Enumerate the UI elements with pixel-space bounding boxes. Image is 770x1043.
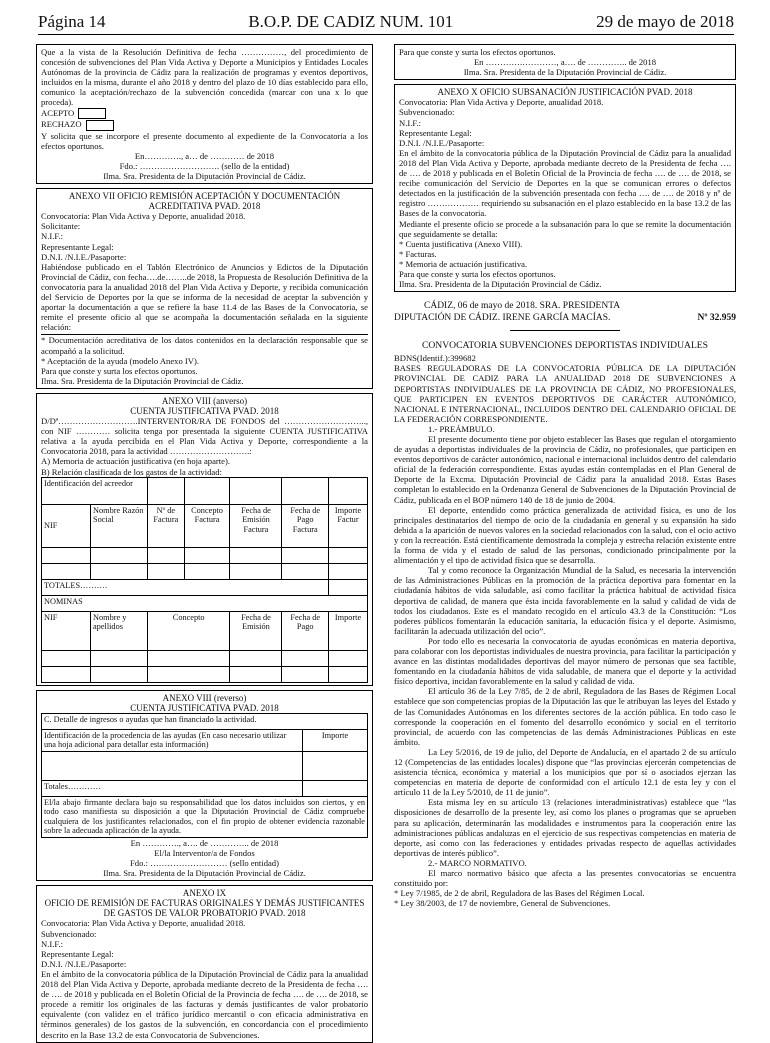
place-date: En…………., a… de ………… de 2018	[134, 150, 275, 161]
page-number: Página 14	[38, 12, 106, 31]
annex-9-continued-box	[394, 44, 736, 80]
signature-block	[394, 300, 736, 324]
annex-7-recipient: Ilma. Sra. Presidenta de la Diputación Provincial de Cádiz.	[41, 375, 244, 386]
announcement-number: Nº 32.959	[697, 313, 736, 324]
income-section-c: C. Detalle de ingresos o ayudas que han financiado la actividad.	[42, 713, 368, 729]
income-declaration: El/la abajo firmante declara bajo su responsabilidad que los datos incluidos son ciertos, y en todo caso manifiesta su disposición a que la Diputación Provincial de Cádiz compruebe cualquiera de los justificantes relacionados, con el fin propio de obtener evidencia razonable sobre la adecuada aplicación de la ayuda.	[42, 796, 368, 837]
annex-8-back-title: ANEXO VIII (reverso)	[162, 692, 247, 703]
annex-10-recipient: Ilma. Sra. Presidenta de la Diputación Provincial de Cádiz.	[399, 279, 602, 290]
annex-8-role: El/la Interventor/a de Fondos	[154, 847, 255, 858]
annex-10-line: Convocatoria: Plan Vida Activa y Deporte, anualidad 2018.	[399, 97, 604, 108]
payroll-col-concepto: Concepto	[148, 611, 230, 650]
paragraph: Por todo ello es necesaria la convocatoria de ayudas económicas en materia deportiva, para colaborar con los deportistas individuales de nuestra provincia, para facilitar la participación y avance en las distintas modalidades deportivas del mayor número de personas que sea factible, fomentando en la ciudadanía hábitos de vida saludable, de manera que el deporte y la actividad físico deportiva, incidan favorablemente en la salud y calidad de vida.	[394, 635, 736, 687]
annex-10-list-item: * Cuenta justificativa (Anexo VIII).	[399, 238, 523, 249]
annex-7-line: Representante Legal:	[41, 241, 114, 252]
paragraph: El deporte, entendido como práctica generalizada de actividad física, es uno de los principales destinatarios del tiempo de ocio de la ciudadanía en general y su expansión ha sido debida a la aparición de nuevos valores en la sociedad relacionados con la salud, con el ocio activo y con la recreación. Está científicamente demostrada la compleja y estrecha relación existente entre la forma de vida y el estado de salud de las personas, condicionado principalmente por la alimentación y el tipo de actividad física que se desarrolla.	[394, 504, 736, 566]
paragraph: La Ley 5/2016, de 19 de julio, del Deporte de Andalucía, en el apartado 2 de su artículo 12 (Competencias de las entidades locales) dispone que “las provincias ejercerán competencias de asistencia técnica, económica y material a los municipios que por sí o asociados ejerzan las competencias en materia de deporte de conformidad con el artículo 12.1 de esta ley y con el artículo 11 de la Ley 5/2010, de 11 de junio”.	[394, 746, 736, 798]
annex-7-line: D.N.I. /N.I.E./Pasaporte:	[41, 251, 127, 262]
annex-8-intro: D/Dª……………………….INTERVENTOR/RA DE FONDOS del ……………………….., con NIF ………… solicita tenga por presentada la siguiente CUENTA JUSTIFICATIVA relativa a la ayuda percibida en el Plan Vida Activa y Deporte, correspondiente a la Convocatoria 2018, para la actividad ……………………….:	[41, 416, 368, 457]
section-1-title: 1.- PREÁMBULO.	[428, 423, 495, 434]
annex-9-line: Convocatoria: Plan Vida Activa y Deporte, anualidad 2018.	[41, 918, 246, 929]
annex-9-body: En el ámbito de la convocatoria pública de la Diputación Provincial de Cádiz para la anualidad 2018 del Plan Vida Activa y Deporte, aprobada mediante decreto de la Presidenta de fecha …. de …. de 2018 y publicada en el Boletín Oficial de la Provincia de fecha …. de …. de 2018, se procede a remitir los originales de las facturas y demás justificantes de valor probatorio equivalente (con validez en el tráfico jurídico mercantil o con eficacia administrativa en términos generales) de los gastos de la subvención, en concordancia con el procedimiento descrito en la Base 13.2 de esta Convocatoria de Subvenciones.	[41, 968, 368, 1040]
income-totals: Totales…………	[42, 780, 303, 796]
annex-7-list-item: * Documentación acreditativa de los datos contenidos en la declaración responsable que se acompañó a la solicitud.	[41, 335, 368, 356]
accept-option: ACEPTO	[41, 108, 368, 120]
annex-9-closing: Para que conste y surta los efectos oportunos.	[399, 47, 556, 57]
acceptance-box	[36, 44, 373, 184]
annex-9-box	[36, 885, 373, 1042]
journal-title: B.O.P. DE CADIZ NUM. 101	[248, 12, 454, 31]
annex-10-list-item: * Facturas.	[399, 248, 437, 259]
annex-7-list-item: * Aceptación de la ayuda (modelo Anexo IV).	[41, 355, 199, 366]
totals-label: TOTALES……….	[42, 579, 329, 595]
annex-8-front-subtitle: CUENTA JUSTIFICATIVA PVAD. 2018	[130, 405, 279, 416]
reject-option: RECHAZO	[41, 119, 368, 131]
law-list-item: * Ley 38/2003, de 17 de noviembre, General de Subvenciones.	[394, 898, 611, 909]
paragraph: Esta misma ley en su artículo 13 (relaciones interadministrativas) establece que “las disposiciones de desarrollo de la presente ley, así como los planes o programas que se aprueben para su aplicación, determinarán las modalidades e instrumentos para la cooperación entre las administraciones públicas andaluzas en el ejercicio de sus respectivas competencias en materia de deporte, así como con las federaciones y entidades privadas respecto de aquellas actividades deportivas de interés público”.	[394, 797, 736, 858]
annex-7-line: Solicitante:	[41, 221, 81, 232]
annex-10-body-2: Mediante el presente oficio se procede a la subsanación para lo que se remite la documentación que seguidamente se detalla:	[399, 218, 731, 239]
payroll-col-nombre: Nombre y apellidos	[91, 611, 148, 650]
right-column	[394, 44, 736, 1012]
accept-checkbox[interactable]	[78, 108, 106, 119]
paragraph: El artículo 36 de la Ley 7/85, de 2 de abril, Reguladora de las Bases de Régimen Local establece que son competencias propias de la Diputación las que le atribuyan las leyes del Estado y de las Comunidades Autónomas en los diferentes sectores de la acción pública. En todo caso le corresponde la cooperación en el fomento del desarrollo económico y social en el territorio provincial, de acuerdo con las competencias de las demás Administraciones Públicas en este ámbito.	[394, 686, 736, 747]
payroll-col-nif: NIF	[42, 611, 91, 650]
annex-7-line: N.I.F.:	[41, 231, 63, 242]
annex-9-subtitle: OFICIO DE REMISIÓN DE FACTURAS ORIGINALES Y DEMÁS JUSTIFICANTES DE GASTOS DE VALOR PROBATORIO PVAD. 2018	[44, 898, 365, 919]
annex-10-line: D.N.I. /N.I.E./Pasaporte:	[399, 137, 485, 148]
payroll-col-fecha-emision: Fecha de Emisión	[230, 611, 282, 650]
annex-10-line: N.I.F.:	[399, 117, 421, 128]
annex-9-title: ANEXO IX	[182, 888, 227, 899]
annex-10-line: Subvencionado:	[399, 107, 455, 118]
convocatoria-title: CONVOCATORIA SUBVENCIONES DEPORTISTAS INDIVIDUALES	[421, 340, 709, 352]
paragraph: El marco normativo básico que afecta a las presentes convocatorias se encuentra constituido por:	[394, 868, 736, 889]
issue-date: 29 de mayo de 2018	[596, 12, 734, 31]
bases-heading: BASES REGULADORAS DE LA CONVOCATORIA PÚBLICA DE LA DIPUTACIÓN PROVINCIAL DE CADIZ PARA LA ANUALIDAD 2018 DE SUBVENCIONES A DEPORTISTAS INDIVIDUALES DE LA PROVINCIA DE CÁDIZ, NO PROFESIONALES, QUE PARTICIPEN EN EVENTOS DEPORTIVOS DE CARÁCTER AUTONÓMICO, NACIONAL E INTERNACIONAL, INCLUIDOS DENTRO DEL CALENDARIO OFICIAL DE LA FEDERACIÓN CORRESPONDIENTE.	[394, 363, 736, 424]
annex-10-closing: Para que conste y surta los efectos oportunos.	[399, 268, 556, 279]
annex-7-body: Habiéndose publicado en el Tablón Electrónico de Anuncios y Edictos de la Diputación Provincial de Cádiz, con fecha….de……..de 2018, la Propuesta de Resolución Definitiva de la convocatoria para la anualidad 2018 del Plan Vida Activa y Deporte, y recibida comunicación del Servicio de Deportes por la que se informa de la necesidad de aceptar la subvención y aportar la documentación a que se refiere la base 11.4 de las Bases de la Convocatoria, se remite el presente oficio al que se acompaña la documentación señalada en la siguiente relación:	[41, 261, 368, 333]
col-concepto: Concepto Factura	[184, 504, 230, 547]
annex-8-back-box	[36, 690, 373, 882]
signature-text: CÁDIZ, 06 de mayo de 2018. SRA. PRESIDENTA DIPUTACIÓN DE CÁDIZ. IRENE GARCÍA MACÍAS.	[394, 301, 620, 324]
annex-8-recipient: Ilma. Sra. Presidenta de la Diputación Provincial de Cádiz.	[103, 868, 306, 879]
annex-9-recipient: Ilma. Sra. Presidenta de la Diputación Provincial de Cádiz.	[463, 67, 667, 78]
annex-8-front-box	[36, 393, 373, 686]
col-fecha-pago: Fecha de Pago Factura	[282, 504, 329, 547]
annex-8-front-title: ANEXO VIII (anverso)	[161, 395, 248, 406]
left-column	[36, 44, 373, 1040]
annex-7-box	[36, 188, 373, 389]
annex-8-place: En …………., a…. de ………….. de 2018	[130, 837, 279, 848]
annex-9-line: Subvencionado:	[41, 928, 97, 939]
acceptance-text-2: Y solicita que se incorpore el presente documento al expediente de la Convocatoria a los efectos oportunos.	[41, 130, 368, 151]
payroll-col-fecha-pago: Fecha de Pago	[282, 611, 329, 650]
annex-10-line: Representante Legal:	[399, 127, 472, 138]
annex-7-title: ANEXO VII OFICIO REMISIÓN ACEPTACIÓN Y DOCUMENTACIÓN ACREDITATIVA PVAD. 2018	[68, 191, 341, 212]
annex-8-a: A) Memoria de actuación justificativa (en hoja aparte).	[41, 456, 230, 467]
col-importe: Importe Factur	[329, 504, 368, 547]
income-table	[41, 713, 368, 838]
annex-8-back-subtitle: CUENTA JUSTIFICATIVA PVAD. 2018	[130, 702, 279, 713]
income-col-importe: Importe	[303, 729, 368, 751]
section-2-title: 2.- MARCO NORMATIVO.	[428, 857, 527, 868]
recipient: Ilma. Sra. Presidenta de la Diputación Provincial de Cádiz.	[103, 171, 306, 181]
col-fecha-emision: Fecha de Emisión Factura	[230, 504, 282, 547]
reject-checkbox[interactable]	[86, 120, 114, 131]
annex-8-signature: Fdo.: ……………………… (sello entidad)	[130, 858, 279, 868]
annex-10-title: ANEXO X OFICIO SUBSANACIÓN JUSTIFICACIÓN PVAD. 2018	[437, 87, 693, 98]
annex-7-closing: Para que conste y surta los efectos oportunos.	[41, 365, 198, 376]
creditor-id-header: Identificación del acreedor	[42, 477, 148, 504]
acceptance-text: Que a la vista de la Resolución Definitiva de fecha ……………, del procedimiento de concesión de subvenciones del Plan Vida Activa y Deporte a Municipios y Entidades Locales Autónomas de la provincia de Cádiz para la realización de programas y eventos deportivos, incluidos en la misma, durante el año 2018 y dentro del plazo de 10 días establecido para ello, comunico la aceptación/rechazo de la subvención concedida (marcar con una x lo que proceda).	[41, 47, 368, 108]
paragraph: Tal y como reconoce la Organización Mundial de la Salud, es necesaria la intervención de las Administraciones Públicas en la promoción de la práctica deportiva para fomentar en la ciudadanía hábitos de vida saludable, así como facilitar la práctica habitual de actividad física deportiva de calidad, de manera que ésta incida favorablemente en la salud y calidad de vida de todos los ciudadanos. Este es el mandato recogido en el artículo 43.3 de la Constitución: “Los poderes públicos fomentarán la educación sanitaria, la educación física y el deporte. Asimismo, facilitarán la adecuada utilización del ocio”.	[394, 565, 736, 636]
col-num-factura: Nº de Factura	[148, 504, 185, 547]
expenses-table	[41, 477, 368, 683]
signature-line: Fdo.: ………………………. (sello de la entidad)	[119, 160, 290, 171]
annex-9-line: N.I.F.:	[41, 938, 63, 949]
col-nif: NIF	[42, 504, 91, 547]
col-nombre: Nombre Razón Social	[91, 504, 148, 547]
law-list-item: * Ley 7/1985, de 2 de abril, Reguladora de las Bases del Régimen Local.	[394, 888, 645, 899]
payroll-label: NOMINAS	[42, 595, 368, 611]
annex-9-line: Representante Legal:	[41, 948, 114, 959]
annex-10-list-item: * Memoria de actuación justificativa.	[399, 258, 528, 269]
income-col-ident: Identificación de la procedencia de las ayudas (En caso necesario utilizar una hoja adicional para detallar esta información)	[42, 729, 303, 751]
page-header	[38, 12, 734, 35]
annex-7-line: Convocatoria: Plan Vida Activa y Deporte, anualidad 2018.	[41, 211, 246, 222]
annex-10-body: En el ámbito de la convocatoria pública de la Diputación Provincial de Cádiz para la anualidad 2018 del Plan Vida Activa y Deporte, aprobada mediante decreto de la Presidenta de fecha …. de …. de 2018 y publicada en el Boletín Oficial de la Provincia de fecha …. de …. de 2018, se recibe comunicación del Servicio de Deportes en la que se comunican errores o defectos detectados en la justificación de la subvención presentada con fecha …. de …. de 2018 y nº de registro ……………… requiriendo su subsanación en el plazo establecido en la base 13.2 de las Bases de la convocatoria.	[399, 147, 731, 219]
separator-rule	[510, 330, 620, 331]
payroll-col-importe: Importe	[329, 611, 368, 650]
annex-9-line: D.N.I. /N.I.E./Pasaporte:	[41, 958, 127, 969]
paragraph: El presente documento tiene por objeto establecer las Bases que regulan el otorgamiento de ayudas a deportistas individuales de la provincia de Cádiz, no profesionales, que participen en eventos deportivos de carácter autonómico, nacional e internacional incluidos dentro del calendario oficial de la federación correspondiente. Estas ayudas están contempladas en el Plan General de Deporte de la Excma. Diputación Provincial de Cádiz para la anualidad 2018. Estas Bases completan lo establecido en la Ordenanza General de Subvenciones de la Diputación Provincial de Cádiz, publicada en el BOP número 140 de 18 de junio de 2004.	[394, 434, 736, 505]
annex-9-place: En ………….…………, a…. de ………….. de 2018	[473, 57, 657, 68]
annex-10-box	[394, 84, 736, 292]
bdns-id: BDNS(Identif.):399682	[394, 353, 476, 364]
annex-8-b: B) Relación clasificada de los gastos de la actividad:	[41, 466, 222, 477]
